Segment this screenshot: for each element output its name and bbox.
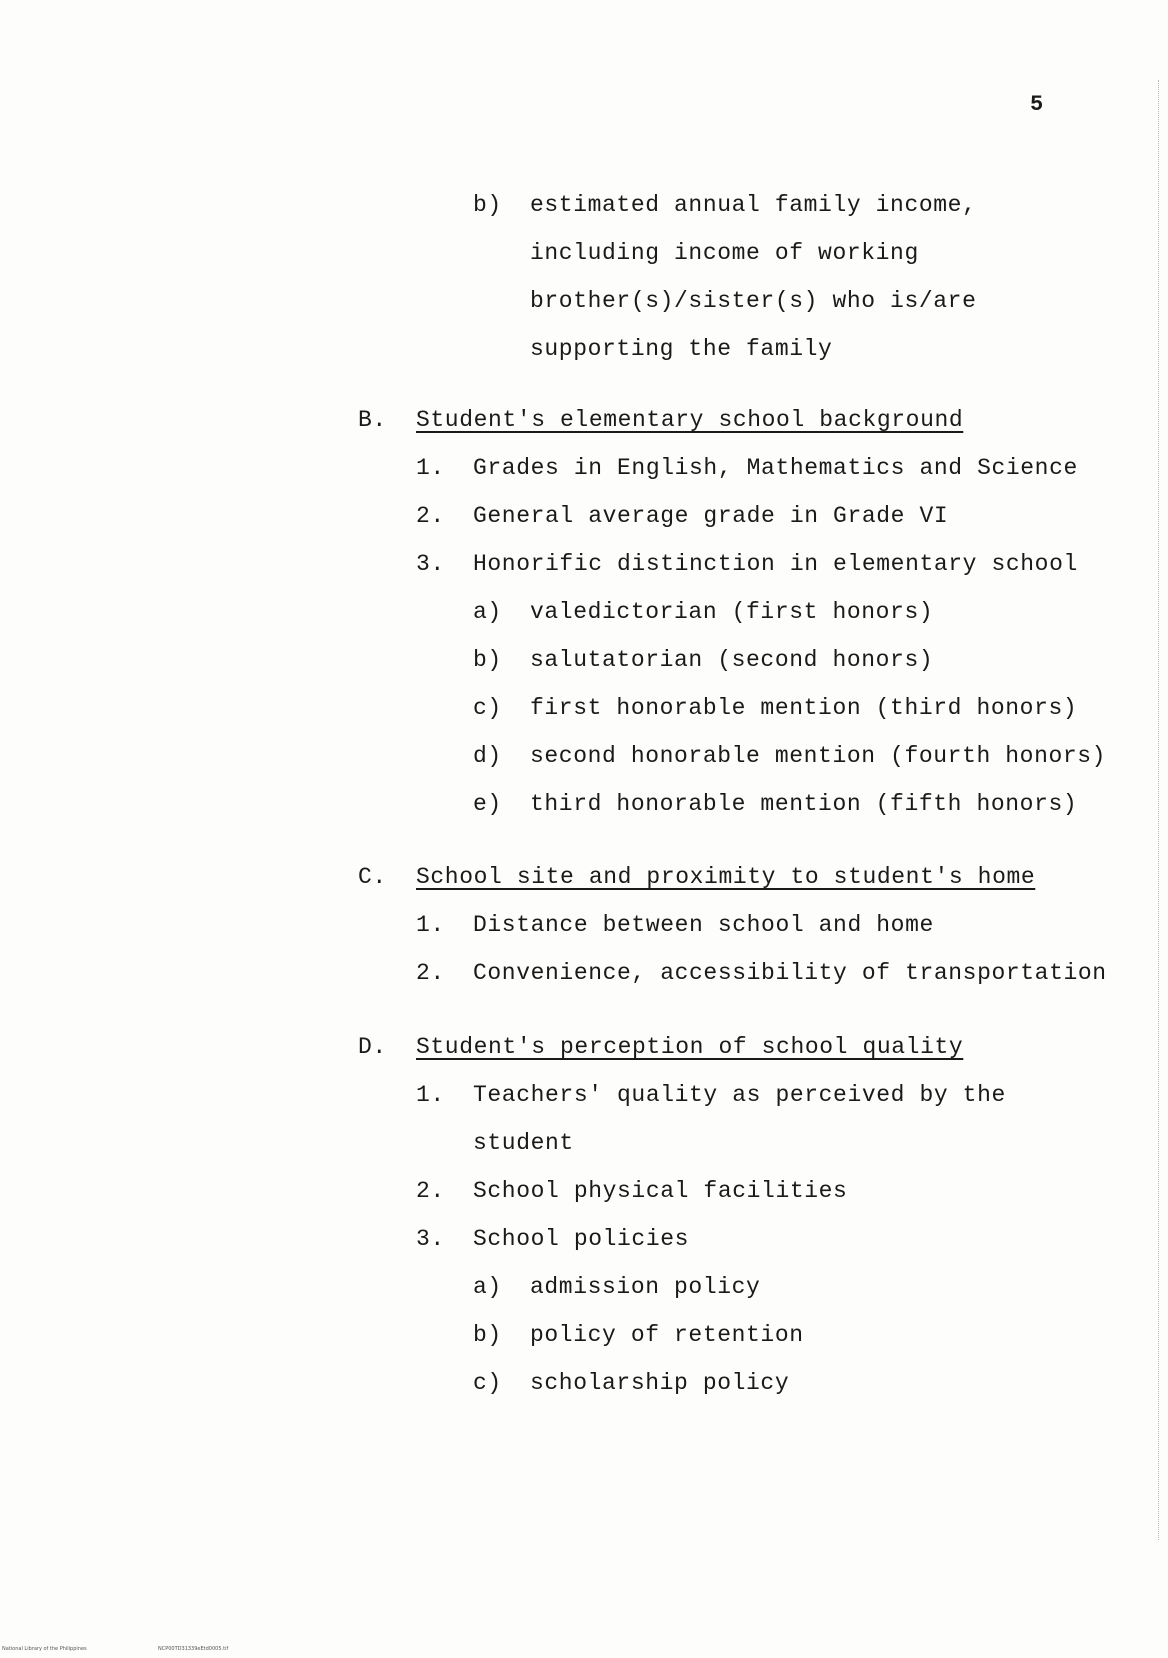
page-number: 5 <box>1030 92 1044 117</box>
list-item-text: valedictorian (first honors) <box>530 599 934 625</box>
list-marker: 1. <box>416 455 445 481</box>
list-item-text: School physical facilities <box>473 1178 848 1204</box>
section-marker-d: D. <box>358 1034 387 1060</box>
list-item-text: student <box>473 1130 574 1156</box>
section-marker-b: B. <box>358 407 387 433</box>
section-heading-c: School site and proximity to student's home <box>416 864 1036 890</box>
list-marker: e) <box>473 791 502 817</box>
list-marker: 3. <box>416 551 445 577</box>
list-marker: 1. <box>416 912 445 938</box>
list-marker: 1. <box>416 1082 445 1108</box>
list-marker: a) <box>473 599 502 625</box>
list-item-text: first honorable mention (third honors) <box>530 695 1078 721</box>
list-item-text: policy of retention <box>530 1322 804 1348</box>
section-heading-d: Student's perception of school quality <box>416 1034 964 1060</box>
list-item-text: Honorific distinction in elementary school <box>473 551 1078 577</box>
list-item-text: Teachers' quality as perceived by the <box>473 1082 1006 1108</box>
list-marker: d) <box>473 743 502 769</box>
list-item-text: second honorable mention (fourth honors) <box>530 743 1107 769</box>
list-item-text: General average grade in Grade VI <box>473 503 949 529</box>
list-marker: a) <box>473 1274 502 1300</box>
list-marker: b) <box>473 1322 502 1348</box>
list-marker: c) <box>473 695 502 721</box>
footer-library-name: National Library of the Philippines <box>2 1646 87 1652</box>
list-marker: c) <box>473 1370 502 1396</box>
list-item-text: Distance between school and home <box>473 912 934 938</box>
list-item-text: estimated annual family income, <box>530 192 977 218</box>
scan-edge <box>1158 80 1159 1540</box>
list-marker: b) <box>473 192 502 218</box>
list-item-text: brother(s)/sister(s) who is/are <box>530 288 977 314</box>
list-item-text: salutatorian (second honors) <box>530 647 934 673</box>
list-marker: 2. <box>416 960 445 986</box>
list-item-text: third honorable mention (fifth honors) <box>530 791 1078 817</box>
section-heading-b: Student's elementary school background <box>416 407 964 433</box>
list-item-text: Convenience, accessibility of transportation <box>473 960 1107 986</box>
list-marker: b) <box>473 647 502 673</box>
list-marker: 2. <box>416 1178 445 1204</box>
list-item-text: admission policy <box>530 1274 761 1300</box>
list-item-text: Grades in English, Mathematics and Science <box>473 455 1078 481</box>
list-marker: 3. <box>416 1226 445 1252</box>
list-item-text: including income of working <box>530 240 919 266</box>
list-item-text: supporting the family <box>530 336 833 362</box>
section-marker-c: C. <box>358 864 387 890</box>
list-item-text: School policies <box>473 1226 690 1252</box>
footer-file-id: NCP00TD31339eEtd0005.tif <box>158 1646 229 1652</box>
list-marker: 2. <box>416 503 445 529</box>
list-item-text: scholarship policy <box>530 1370 790 1396</box>
